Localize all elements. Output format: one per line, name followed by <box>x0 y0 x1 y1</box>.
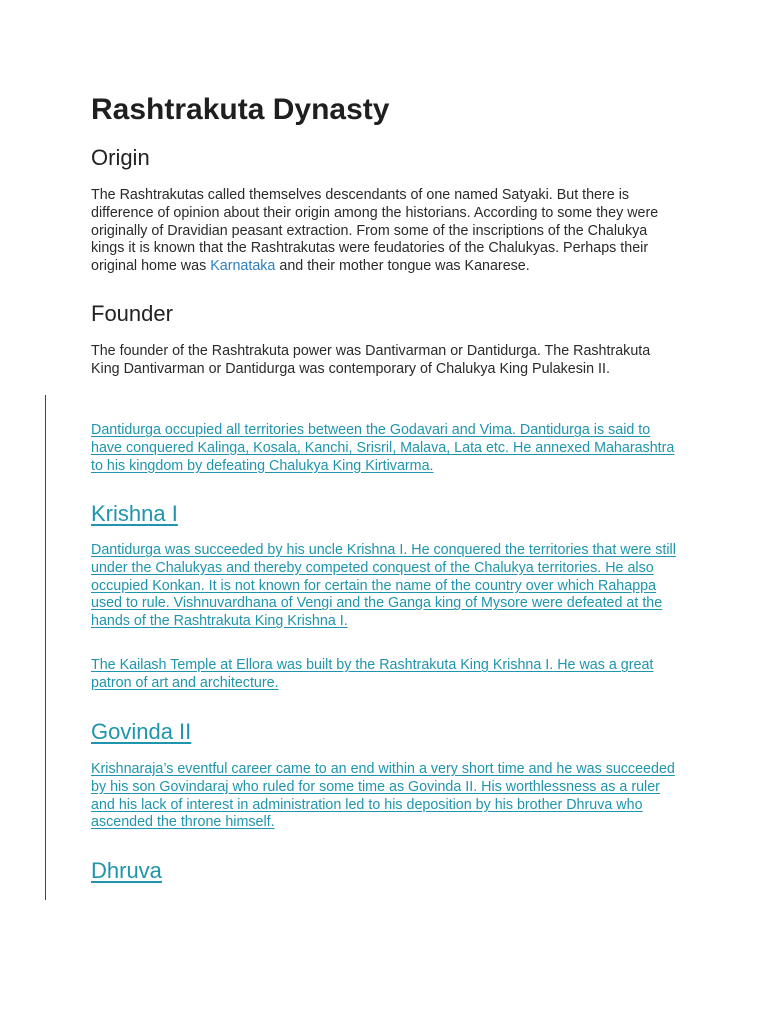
founder-paragraph-2-link[interactable]: Dantidurga occupied all territories between the Godavari and Vima. Dantidurga is said to have conquered Kalinga, Kosala, Kanchi, Srisril, Malava, Lata etc. He annexed Maharashtra to his kingdom by defeating Chalukya King Kirtivarma. <box>91 422 675 474</box>
heading-krishna-i-link[interactable]: Krishna I <box>91 501 178 526</box>
origin-text-after-link: and their mother tongue was Kanarese. <box>275 258 530 275</box>
heading-founder: Founder <box>91 301 173 326</box>
margin-revision-bar <box>45 395 46 900</box>
heading-dhruva-link[interactable]: Dhruva <box>91 858 162 883</box>
origin-paragraph <box>91 187 681 276</box>
krishna-i-paragraph-1-link[interactable]: Dantidurga was succeeded by his uncle Krishna I. He conquered the territories that were still under the Chalukyas and thereby competed conquest of the Chalukya territories. He also occupied Konkan. It is not known for certain the name of the country over which Rahappa used to rule. Vishnuvardhana of Vengi and the Ganga king of Mysore were defeated at the hands of the Rashtrakuta King Krishna I. <box>91 542 676 630</box>
karnataka-link[interactable]: Karnataka <box>210 258 276 275</box>
document-title: Rashtrakuta Dynasty <box>91 93 390 126</box>
govinda-ii-paragraph-link[interactable]: Krishnaraja’s eventful career came to an end within a very short time and he was succeeded by his son Govindaraj who ruled for some time as Govinda II. His worthlessness as a ruler and his lack of interest in administration led to his deposition by his brother Dhruva who ascended the throne himself. <box>91 761 675 831</box>
founder-paragraph-1: The founder of the Rashtrakuta power was Dantivarman or Dantidurga. The Rashtrakuta King Dantivarman or Dantidurga was contemporary of Chalukya King Pulakesin II. <box>91 343 651 377</box>
origin-text-before-link: The Rashtrakutas called themselves descendants of one named Satyaki. But there is difference of opinion about their origin among the historians. According to some they were originally of Dravidian peasant extraction. From some of the inscriptions of the Chalukya kings it is known that the Rashtrakutas were feudatories of the Chalukyas. Perhaps their original home was <box>91 187 659 275</box>
heading-govinda-ii-link[interactable]: Govinda II <box>91 719 192 744</box>
krishna-i-paragraph-2-link[interactable]: The Kailash Temple at Ellora was built by the Rashtrakuta King Krishna I. He was a great patron of art and architecture. <box>91 657 654 691</box>
heading-origin: Origin <box>91 145 150 170</box>
